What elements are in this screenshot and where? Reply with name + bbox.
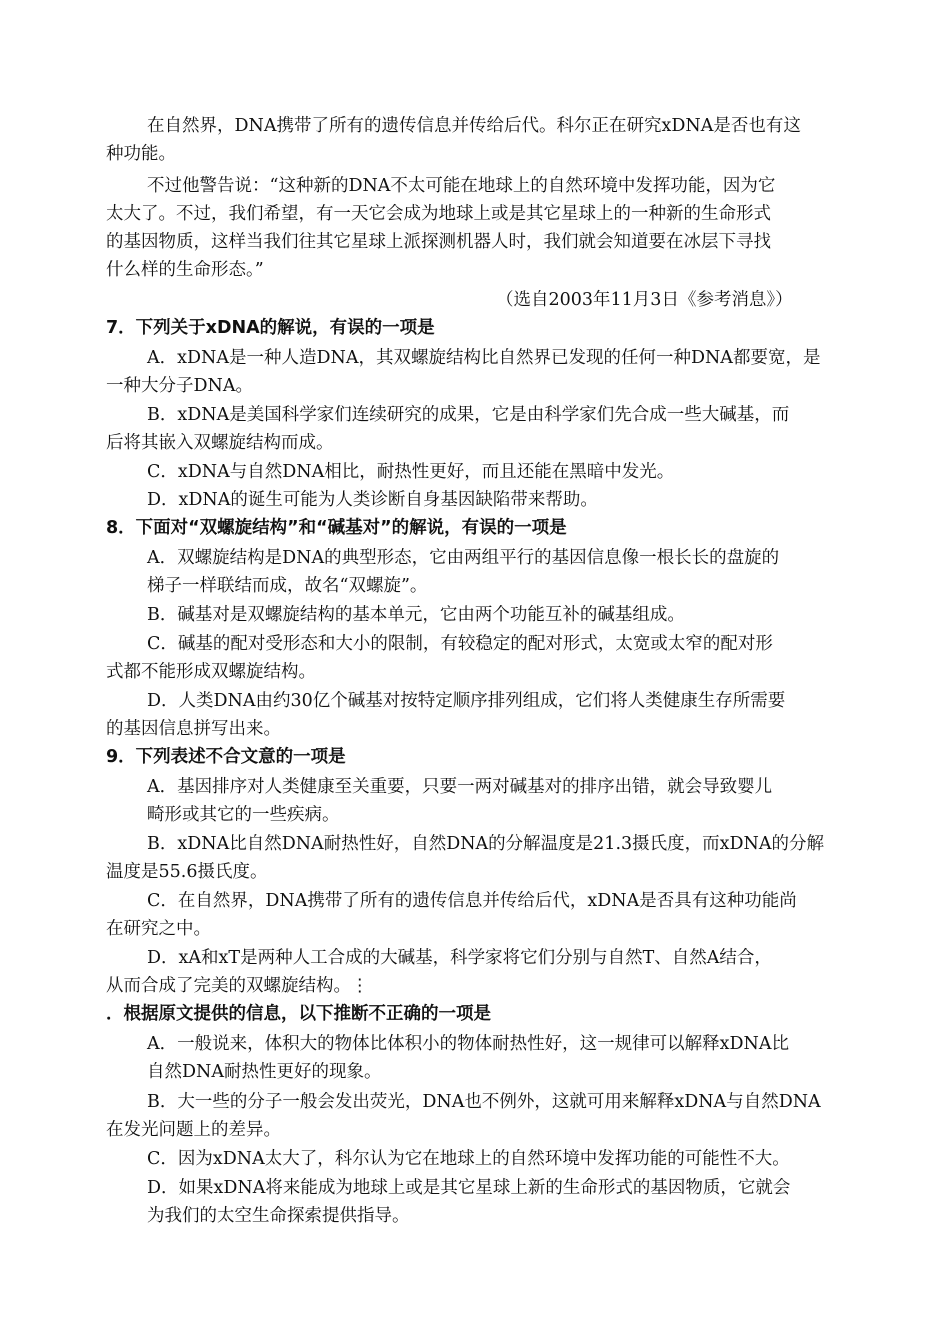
- q8-option-a-line-2: 梯子一样联结而成，故名“双螺旋”。: [147, 576, 428, 596]
- q7-option-a-line-1: A．xDNA是一种人造DNA，其双螺旋结构比自然界已发现的任何一种DNA都要宽，是: [147, 348, 821, 368]
- q8-option-c-line-2: 式都不能形成双螺旋结构。: [106, 662, 316, 682]
- passage-p2-line-2: 太大了。不过，我们希望，有一天它会成为地球上或是其它星球上的一种新的生命形式: [106, 204, 771, 224]
- q7-option-d: D．xDNA的诞生可能为人类诊断自身基因缺陷带来帮助。: [147, 490, 598, 510]
- passage-p2-line-3: 的基因物质，这样当我们往其它星球上派探测机器人时，我们就会知道要在冰层下寻找: [106, 232, 771, 252]
- q10-option-a-line-1: A．一般说来，体积大的物体比体积小的物体耐热性好，这一规律可以解释xDNA比: [147, 1034, 789, 1054]
- question-7-stem: 7．下列关于xDNA的解说，有误的一项是: [106, 318, 435, 338]
- q10-option-d-line-2: 为我们的太空生命探索提供指导。: [147, 1206, 410, 1226]
- q7-option-b-line-1: B．xDNA是美国科学家们连续研究的成果，它是由科学家们先合成一些大碱基，而: [147, 405, 790, 425]
- q8-option-b: B．碱基对是双螺旋结构的基本单元，它由两个功能互补的碱基组成。: [147, 605, 685, 625]
- q8-option-d-line-1: D．人类DNA由约30亿个碱基对按特定顺序排列组成，它们将人类健康生存所需要: [147, 691, 786, 711]
- q8-option-d-line-2: 的基因信息拼写出来。: [106, 719, 281, 739]
- q9-option-c-line-2: 在研究之中。: [106, 919, 211, 939]
- q9-option-a-line-2: 畸形或其它的一些疾病。: [147, 805, 340, 825]
- q10-option-d-line-1: D．如果xDNA将来能成为地球上或是其它星球上新的生命形式的基因物质，它就会: [147, 1178, 791, 1198]
- q10-option-a-line-2: 自然DNA耐热性更好的现象。: [147, 1062, 382, 1082]
- question-10-stem: ．根据原文提供的信息，以下推断不正确的一项是: [106, 1004, 491, 1024]
- q9-option-d-line-2: 从而合成了完美的双螺旋结构。⋮: [106, 976, 369, 996]
- passage-p2-line-1: 不过他警告说：“这种新的DNA不太可能在地球上的自然环境中发挥功能，因为它: [147, 176, 776, 196]
- question-8-stem: 8．下面对“双螺旋结构”和“碱基对”的解说，有误的一项是: [106, 518, 567, 538]
- q9-option-d-line-1: D．xA和xT是两种人工合成的大碱基，科学家将它们分别与自然T、自然A结合，: [147, 948, 772, 968]
- q7-option-c: C．xDNA与自然DNA相比，耐热性更好，而且还能在黑暗中发光。: [147, 462, 675, 482]
- q9-option-b-line-1: B．xDNA比自然DNA耐热性好，自然DNA的分解温度是21.3摄氏度，而xDNA的分解: [147, 834, 824, 854]
- q7-option-b-line-2: 后将其嵌入双螺旋结构而成。: [106, 433, 334, 453]
- q8-option-c-line-1: C．碱基的配对受形态和大小的限制，有较稳定的配对形式，太宽或太窄的配对形: [147, 634, 773, 654]
- q10-option-b-line-1: B．大一些的分子一般会发出荧光，DNA也不例外，这就可用来解释xDNA与自然DNA: [147, 1092, 821, 1112]
- q10-option-c: C．因为xDNA太大了，科尔认为它在地球上的自然环境中发挥功能的可能性不大。: [147, 1149, 790, 1169]
- passage-p2-line-4: 什么样的生命形态。”: [106, 260, 264, 280]
- q7-option-a-line-2: 一种大分子DNA。: [106, 376, 253, 396]
- passage-p1-line-1: 在自然界，DNA携带了所有的遗传信息并传给后代。科尔正在研究xDNA是否也有这: [147, 116, 801, 136]
- q8-option-a-line-1: A．双螺旋结构是DNA的典型形态，它由两组平行的基因信息像一根长长的盘旋的: [147, 548, 780, 568]
- q9-option-c-line-1: C．在自然界，DNA携带了所有的遗传信息并传给后代，xDNA是否具有这种功能尚: [147, 891, 797, 911]
- passage-p1-line-2: 种功能。: [106, 144, 176, 164]
- q9-option-b-line-2: 温度是55.6摄氏度。: [106, 862, 268, 882]
- q9-option-a-line-1: A．基因排序对人类健康至关重要，只要一两对碱基对的排序出错，就会导致婴儿: [147, 777, 773, 797]
- source-citation: （选自2003年11月3日《参考消息》）: [496, 290, 793, 310]
- q10-option-b-line-2: 在发光问题上的差异。: [106, 1120, 281, 1140]
- question-9-stem: 9．下列表述不合文意的一项是: [106, 747, 346, 767]
